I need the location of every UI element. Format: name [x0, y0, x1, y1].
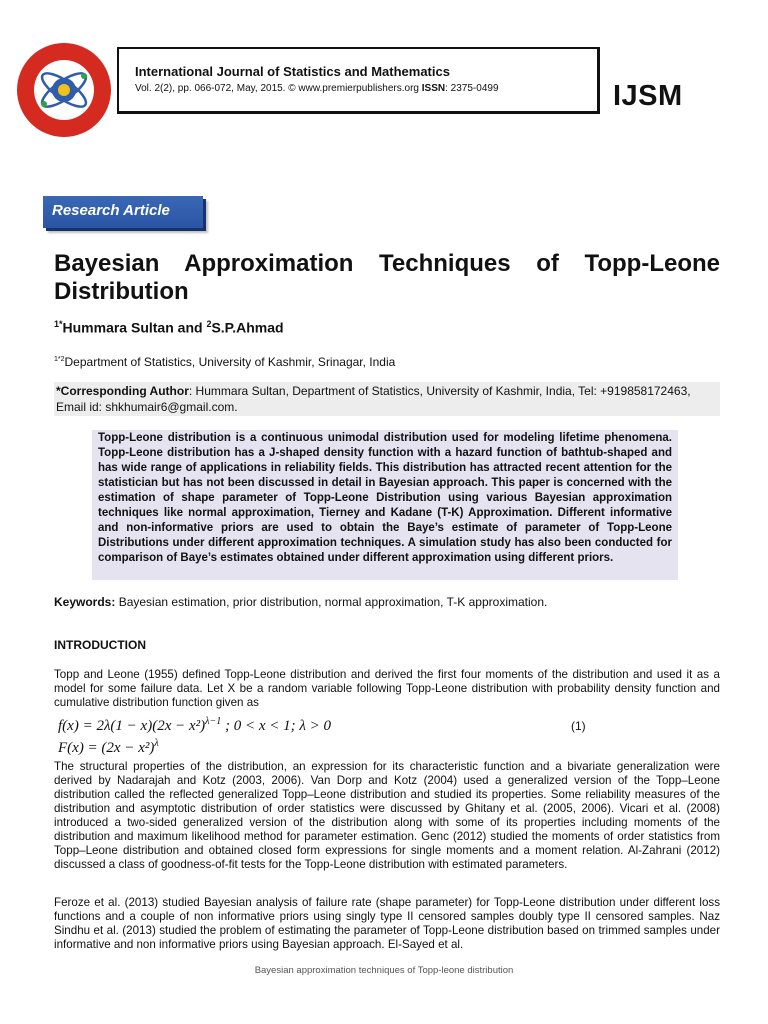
intro-paragraph-2: The structural properties of the distribution, an expression for its characteristic function and a bivariate generalization were derived by Nadarajah and Kotz (2003, 2006). Van Dorp and Kotz (2004) used a generalized version of the Topp–Leone distribution called the reflected generalized Topp–Leone distribution and studied its properties. Some reliability measures of the distribution and asymptotic distribution of order statistics were discussed by Ghitany et al. (2005, 2006). Vicari et al. (2008) introduced a two-sided generalized version of the distribution along with some of its properties including moments of the distribution and maximum likelihood method for parameter estimation. Genc (2012) studied the moments of order statistics from Topp–Leone distribution and obtained closed form expressions for single moments and a moment relation. Al-Zahrani (2012) discussed a class of goodness-of-fit tests for the Topp-Leone distribution with estimated parameters.: [54, 760, 720, 871]
affiliation-text: Department of Statistics, University of Kashmir, Srinagar, India: [64, 355, 396, 369]
corresponding-text: : Hummara Sultan, Department of Statistics, University of Kashmir, India, Tel: +919858172463, Email id: shkhumair6@gmail.com.: [56, 384, 691, 414]
journal-header-box: [117, 47, 600, 114]
affiliation: [54, 355, 395, 369]
publisher-logo: [14, 40, 114, 140]
volume-info: Vol. 2(2), pp. 066-072, May, 2015. © www.premierpublishers.org: [135, 83, 422, 94]
affiliation-sup: 1*2: [54, 356, 65, 363]
eq1-condition: ; 0 < x < 1; λ > 0: [221, 718, 331, 734]
eq2-exponent: λ: [154, 738, 159, 749]
issn-label: ISSN: [421, 83, 446, 94]
author1-name: Hummara Sultan and: [62, 319, 207, 336]
paper-title: Bayesian Approximation Techniques of Topp-Leone Distribution: [54, 250, 720, 305]
author2-name: S.P.Ahmad: [211, 319, 284, 336]
eq2-lhs: F(x) = (2x − x²): [58, 740, 155, 756]
corresponding-author: [54, 382, 720, 416]
globe-logo-icon: [14, 40, 114, 140]
section-heading: INTRODUCTION: [54, 638, 146, 652]
intro-paragraph-1: Topp and Leone (1955) defined Topp-Leone distribution and derived the first four moments of the distribution and used it as a model for some failure data. Let X be a random variable following Topp-Leone distribution with probability density function and cumulative distribution function given as: [54, 668, 720, 709]
authors: [54, 319, 284, 336]
keywords: [54, 595, 547, 609]
intro-paragraph-3: Feroze et al. (2013) studied Bayesian analysis of failure rate (shape parameter) for Topp-Leone distribution under different loss functions and a couple of non informative priors using singly type II censored samples doubly type II censored samples. Naz Sindhu et al. (2013) studied the problem of estimating the parameter of Topp-Leone distribution based on trimmed samples under informative and non informative priors using Bayesian approach. El-Sayed et al.: [54, 896, 720, 951]
keywords-label: Keywords:: [54, 595, 116, 609]
journal-name: International Journal of Statistics and Mathematics: [135, 64, 450, 79]
equation-cdf: [58, 738, 159, 757]
keywords-text: Bayesian estimation, prior distribution, normal approximation, T-K approximation.: [115, 595, 548, 609]
eq1-exponent: λ−1: [205, 716, 222, 727]
article-type-tab: Research Article: [43, 196, 203, 228]
eq1-lhs: f(x) = 2λ(1 − x)(2x − x²): [58, 718, 206, 734]
issn-value: : 2375-0499: [445, 83, 499, 94]
journal-abbreviation: IJSM: [613, 80, 683, 112]
corresponding-label: *Corresponding Author: [56, 384, 189, 398]
page-footer: Bayesian approximation techniques of Topp-leone distribution: [254, 965, 514, 976]
equation-number: (1): [571, 719, 586, 733]
equation-pdf: [58, 716, 331, 735]
abstract: Topp-Leone distribution is a continuous unimodal distribution used for modeling lifetime phenomena. Topp-Leone distribution has a J-shaped density function with a hazard function of bathtub-shaped and has wide range of applications in reliability fields. This distribution has attracted recent attention for the statistician but has not been discussed in detail in Bayesian approach. This paper is concerned with the estimation of shape parameter of Topp-Leone Distribution using various Bayesian approximation techniques like normal approximation, Tierney and Kadane (T-K) Approximation. Different informative and non-informative priors are used to obtain the Baye’s estimate of parameter of Topp-Leone Distributions under different approximation techniques. A simulation study has also been conducted for comparison of Baye’s estimates obtained under different approximation using different priors.: [92, 430, 678, 580]
journal-meta: [135, 83, 499, 94]
author2-sup: 2: [206, 319, 212, 329]
author1-sup: 1*: [54, 319, 63, 329]
